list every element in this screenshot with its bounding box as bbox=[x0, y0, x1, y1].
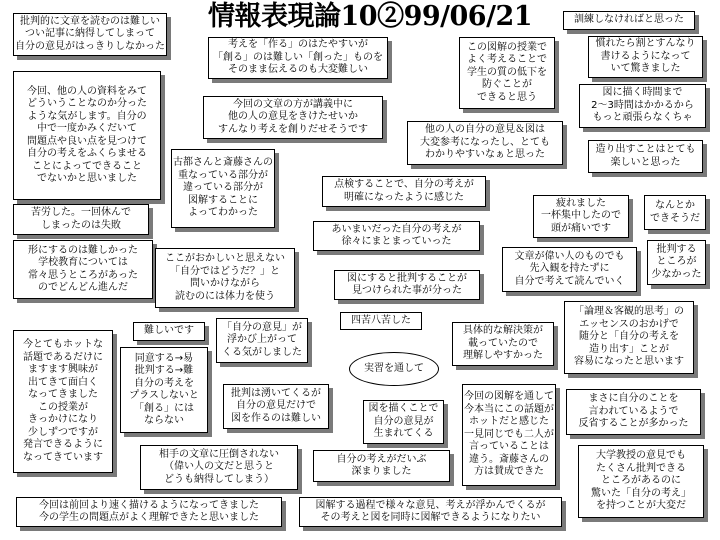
comment-box-37 bbox=[16, 497, 282, 527]
comment-box-10 bbox=[171, 149, 275, 228]
comment-text: 古都さんと斎藤さんの 重なっている部分が 違っている部分が 図解することに よってわかった bbox=[173, 157, 273, 219]
comment-box-14 bbox=[644, 195, 706, 230]
comment-text: 考えを「作る」のはたやすいが 「創る」のは難しい「創った」ものを そのまま伝えるのも大変難しい bbox=[213, 39, 383, 76]
comment-text: なんとか できそうだ bbox=[650, 200, 700, 224]
comment-box-22 bbox=[564, 301, 694, 374]
comment-box-08 bbox=[579, 84, 706, 128]
comment-text: 図にすると批判することが 見つけられた事が分った bbox=[347, 272, 467, 296]
comment-box-11 bbox=[588, 140, 703, 173]
comment-box-21 bbox=[334, 270, 480, 300]
comment-text: ここがおかしいと思えない 「自分ではどうだ？」と 問いかけながら 読むのには体力を使う bbox=[165, 253, 285, 302]
comment-text: 慣れたら割とすんなり 書けるようになって いて驚きました bbox=[595, 38, 696, 75]
comment-text: 今回、他の人の資料をみて どういうことなのか分った ような気がします。自分の 中で一度かみくだいて 問題点や良い点を見つけて 自分の考えをふくらませる ことによってできること でないかと思いました bbox=[27, 85, 147, 184]
comment-text: 批判する ところが 少なかった bbox=[651, 243, 702, 280]
comment-box-30 bbox=[462, 384, 556, 486]
comment-text: 「自分の意見」が 浮かび上がって くる気がしました bbox=[222, 321, 302, 358]
comment-box-38 bbox=[299, 497, 562, 527]
comment-box-25 bbox=[13, 330, 113, 473]
jisshu-oval bbox=[349, 352, 439, 386]
comment-box-03 bbox=[459, 37, 555, 109]
comment-box-31 bbox=[223, 384, 329, 429]
comment-box-17 bbox=[13, 240, 153, 299]
comment-text: 他の人の自分の意見＆図は 大変参考になったし、とても わかりやすいなぁと思った bbox=[420, 124, 550, 161]
comment-box-20 bbox=[647, 240, 706, 285]
comment-box-12 bbox=[322, 176, 486, 207]
comment-text: この図解の授業で よく考えることで 学生の質の低下を 防ぐことが できると思う bbox=[467, 41, 547, 103]
comment-text: 文章が偉い人のものでも 先入観を持たずに 自分で考えて読んでいく bbox=[514, 250, 625, 287]
comment-text: 四苦八苦した bbox=[351, 314, 411, 326]
comment-box-28 bbox=[120, 347, 208, 433]
comment-box-13 bbox=[533, 195, 629, 238]
oval-text: 実習を通して bbox=[364, 362, 424, 374]
comment-text: 今回の図解を通して 今本当にこの話題が ホットだと感じた 一見同じでも二人が 言っていることは 違う。斎藤さんの 方は賛成できた bbox=[464, 391, 554, 478]
comment-text: 造り出すことはとても 楽しいと思った bbox=[595, 144, 696, 168]
comment-text: 点検することで、自分の考えが 明確になったように感じた bbox=[334, 179, 474, 203]
comment-box-15 bbox=[13, 204, 149, 235]
comment-box-16 bbox=[313, 221, 480, 251]
comment-box-19 bbox=[502, 247, 637, 292]
comment-box-35 bbox=[313, 450, 450, 482]
comment-text: 図を描くことで 自分の意見が 生まれてくる bbox=[368, 403, 439, 440]
comment-box-23 bbox=[340, 312, 422, 330]
comment-text: 具体的な解決策が 載っていたので 理解しやすかった bbox=[463, 325, 543, 362]
comment-box-01 bbox=[13, 13, 167, 56]
comment-text: 形にするのは難しかった 学校教育については 常々思うところがあった のでどんどん進んだ bbox=[28, 244, 138, 293]
comment-text: 今回は前回より速く描けるようになってきました 今の学生の問題点がよく理解できたと思いました bbox=[39, 499, 259, 523]
comment-box-34 bbox=[140, 445, 298, 490]
comment-text: 今回の文章の方が講義中に 他の人の意見をきけたせいか すんなり考えを創りだせそうです bbox=[218, 98, 368, 135]
comment-box-24 bbox=[452, 322, 554, 366]
comment-box-33 bbox=[363, 400, 444, 444]
comment-text: 批判的に文章を読むのは難しい つい記事に納得してしまって 自分の意見がはっきりしなかった bbox=[15, 15, 165, 52]
comment-box-27 bbox=[216, 318, 308, 363]
comment-text: 自分の考えがだいぶ 深まりました bbox=[336, 453, 427, 477]
comment-box-26 bbox=[133, 322, 205, 341]
comment-box-36 bbox=[578, 445, 704, 518]
comment-box-32 bbox=[566, 389, 701, 435]
comment-box-18 bbox=[155, 248, 295, 308]
comment-box-05 bbox=[588, 36, 703, 78]
comment-text: 今とてもホットな 話題であるだけに ますます興味が 出てきて面白く なってきました この授業が きっかけになり 少しずつですが 発言できるように なってきています bbox=[23, 339, 103, 463]
comment-text: 図に描く時間まで 2～3時間はかかるから もっと頑張らなくちゃ bbox=[591, 87, 694, 124]
comment-text: 「論理＆客観的思考」の エッセンスのおかげで 随分と「自分の考えを 造り出す」ことが 容易になったと思います bbox=[574, 306, 684, 368]
comment-text: 相手の文章に圧倒されない （偉い人の文だと思うと どうも納得してしまう） bbox=[159, 448, 279, 485]
comment-text: 疲れました 一杯集中したので 頭が痛いです bbox=[541, 197, 621, 234]
comment-text: あいまいだった自分の考えが 徐々にまとまっていった bbox=[331, 223, 462, 247]
comment-box-06 bbox=[13, 71, 161, 200]
comment-text: 同意する→易 批判する→難 自分の考えを プラスしないと 「創る」には ならない bbox=[129, 352, 199, 426]
page-title: 情報表現論10②99/06/21 bbox=[208, 1, 533, 32]
comment-box-04 bbox=[563, 11, 695, 30]
comment-box-02 bbox=[208, 37, 388, 79]
comment-text: 図解する過程で様々な意見、考えが浮かんでくるが その考えと図を同時に図解できるようになりたい bbox=[315, 499, 546, 523]
comment-text: 批判は湧いてくるが 自分の意見だけで 図を作るのは難しい bbox=[231, 387, 321, 424]
comment-text: 難しいです bbox=[144, 325, 194, 337]
comment-box-07 bbox=[203, 96, 383, 139]
comment-box-09 bbox=[407, 121, 563, 165]
comment-text: 苦労した。一回休んで しまったのは失敗 bbox=[31, 207, 131, 231]
comment-text: 大学教授の意見でも たくさん批判できる ところがあるのに 驚いた「自分の考え」 を持つことが大変だ bbox=[591, 450, 691, 512]
comment-text: 訓練しなければと思った bbox=[574, 14, 684, 26]
comment-text: まさに自分のことを 言われているようで 反省することが多かった bbox=[578, 393, 689, 430]
